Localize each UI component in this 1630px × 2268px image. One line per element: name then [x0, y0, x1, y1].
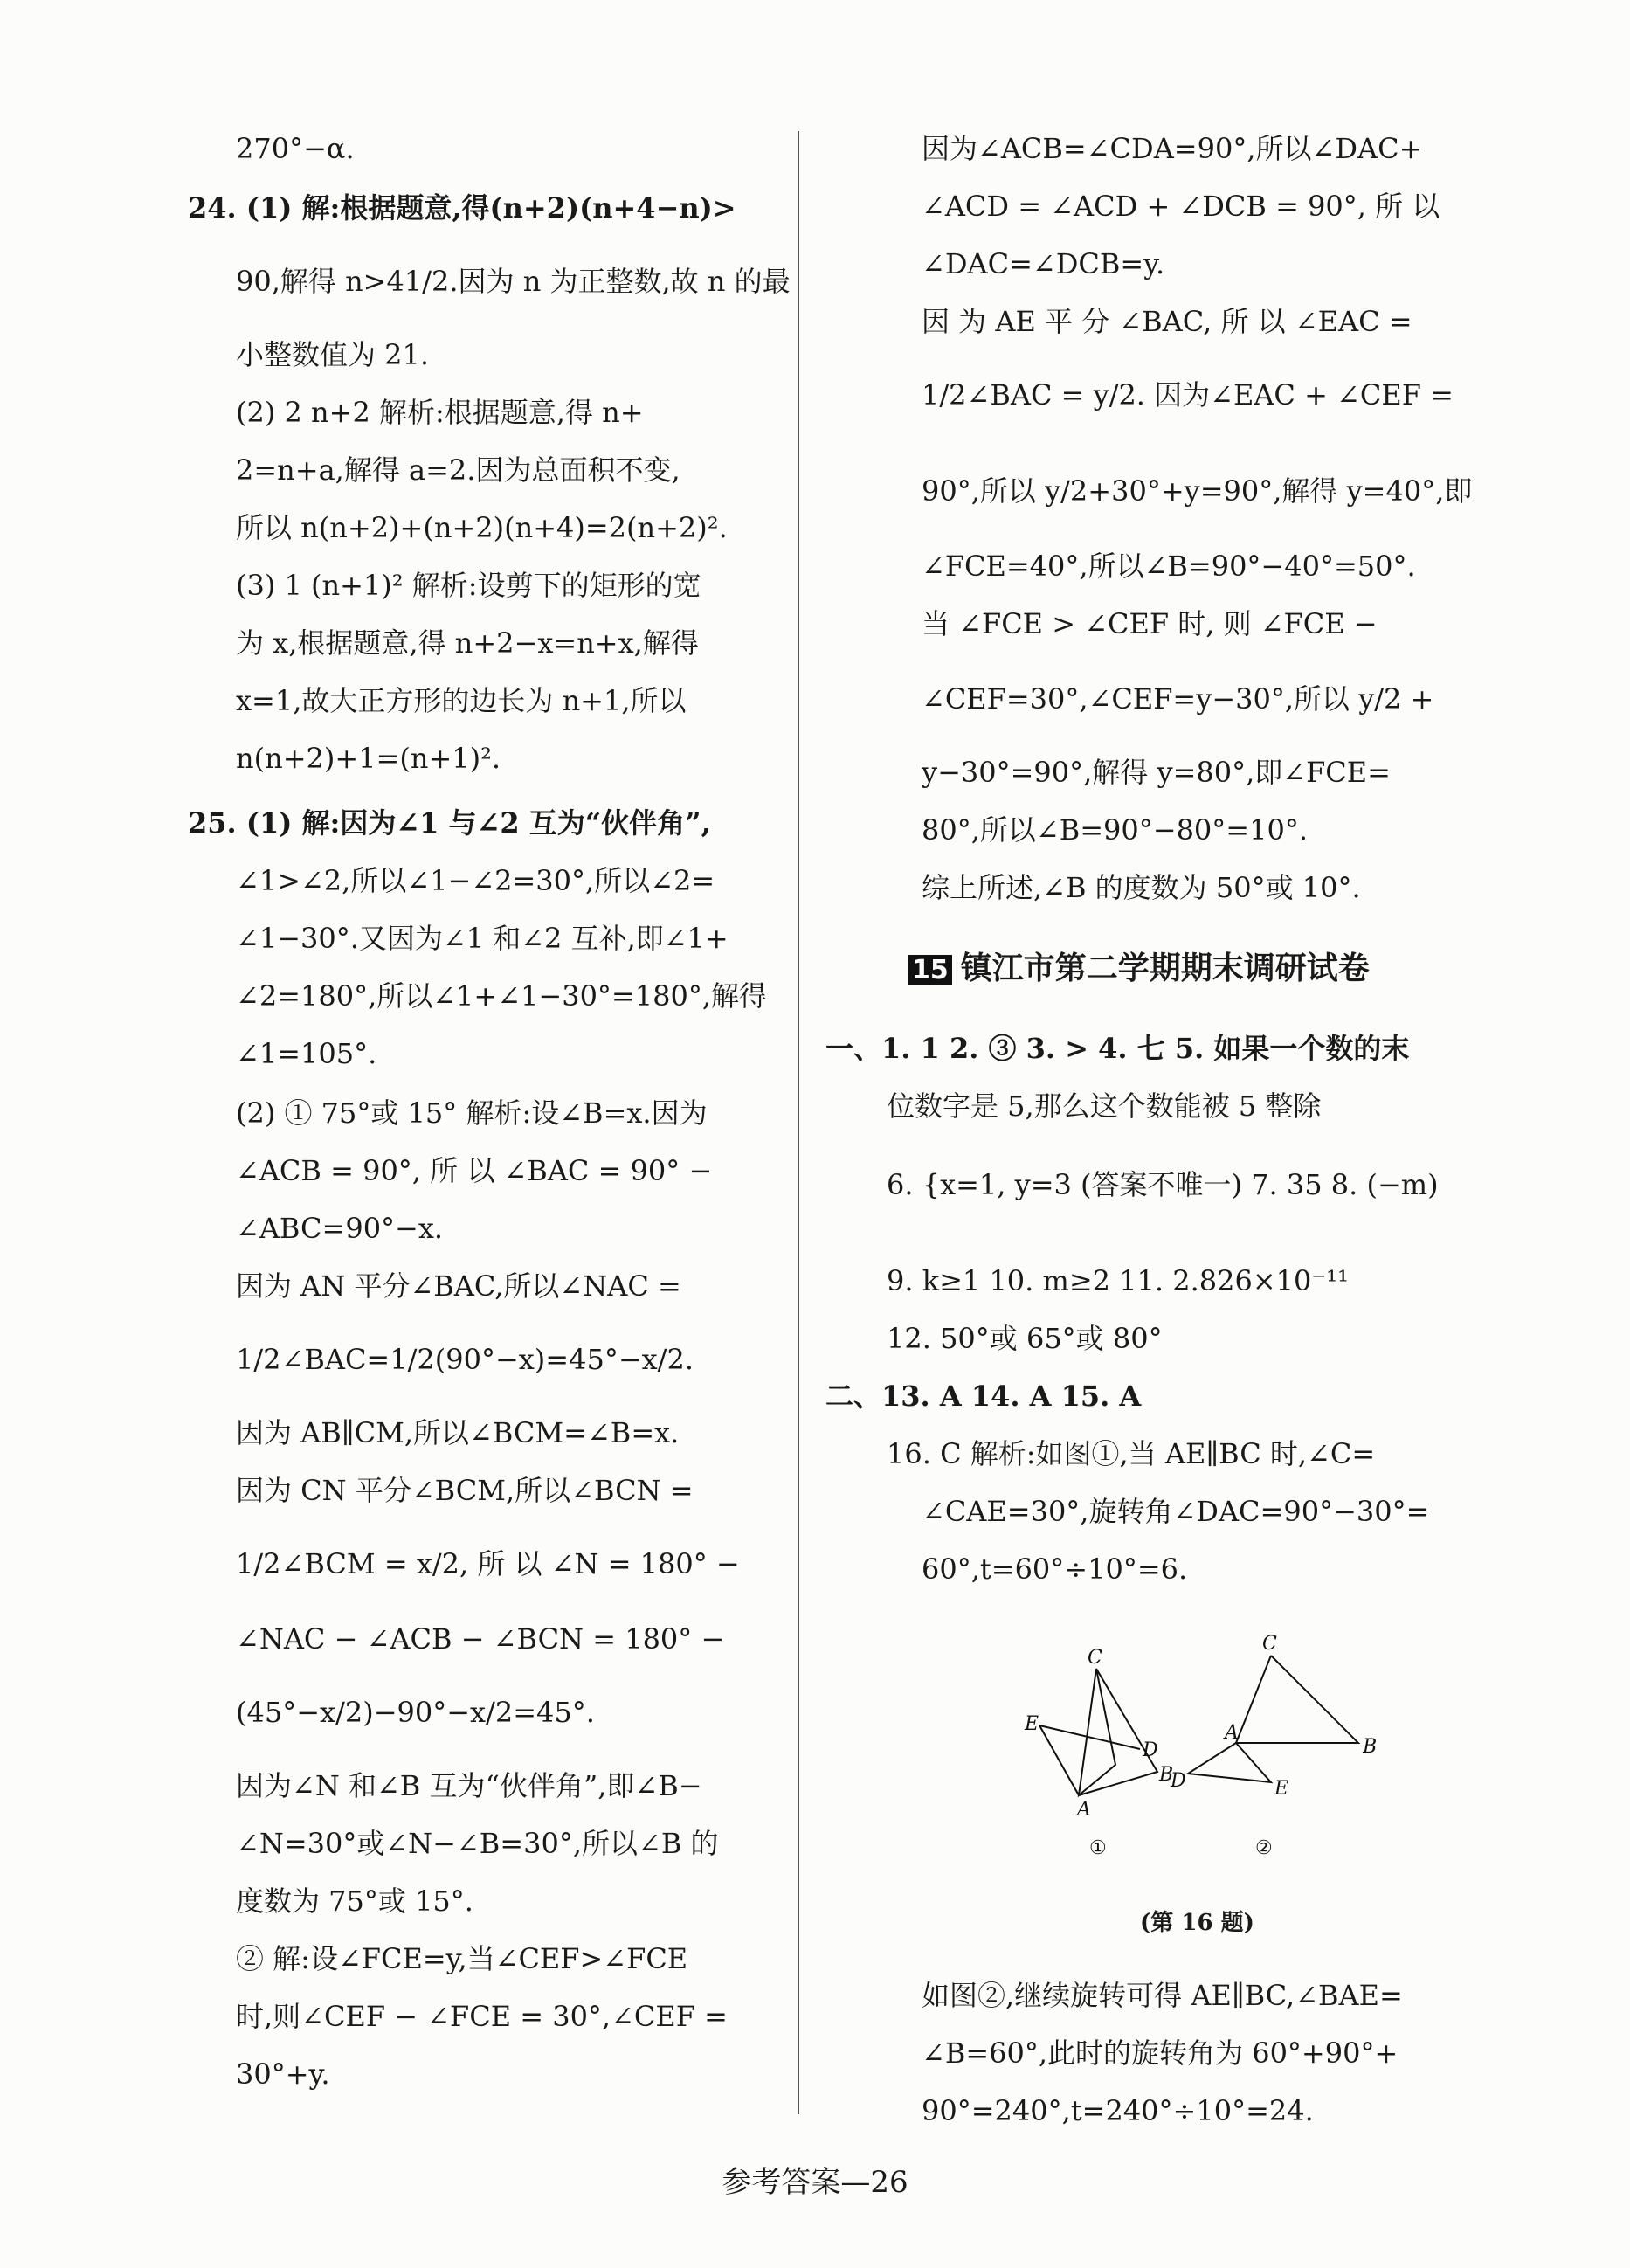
label-A: A	[1077, 1799, 1091, 1821]
text-line: 度数为 75°或 15°.	[236, 1884, 473, 1918]
text-line: ∠ACD = ∠ACD + ∠DCB = 90°, 所 以	[922, 190, 1440, 223]
figure-number-2: ②	[1255, 1837, 1273, 1859]
answer-line: 16. C 解析:如图①,当 AE∥BC 时,∠C=	[887, 1437, 1376, 1470]
text-line: (2) 2 n+2 解析:根据题意,得 n+	[236, 396, 644, 429]
text-line: 因为 AB∥CM,所以∠BCM=∠B=x.	[236, 1416, 680, 1449]
label-B: B	[1159, 1764, 1174, 1786]
text-line: ∠1−30°.又因为∠1 和∠2 互补,即∠1+	[236, 922, 729, 955]
text-line: 90°,所以 y/2+30°+y=90°,解得 y=40°,即	[922, 474, 1473, 508]
answer-line: 位数字是 5,那么这个数能被 5 整除	[887, 1089, 1322, 1123]
label-D2: D	[1171, 1770, 1186, 1792]
text-line: 所以 n(n+2)+(n+2)(n+4)=2(n+2)².	[236, 511, 728, 544]
text-line: (3) 1 (n+1)² 解析:设剪下的矩形的宽	[236, 569, 701, 602]
text-line: 270°−α.	[236, 132, 355, 165]
section-title-text: 镇江市第二学期期末调研试卷	[960, 951, 1370, 986]
text-line: 80°,所以∠B=90°−80°=10°.	[922, 813, 1308, 847]
label-C2: C	[1262, 1633, 1277, 1655]
section-number-badge: 15	[908, 955, 952, 985]
section-title	[908, 944, 1370, 988]
text-line: (45°−x/2)−90°−x/2=45°.	[236, 1696, 595, 1729]
text-line: 2=n+a,解得 a=2.因为总面积不变,	[236, 453, 680, 487]
label-E: E	[1025, 1713, 1039, 1735]
text-line: ∠1>∠2,所以∠1−∠2=30°,所以∠2=	[236, 864, 715, 897]
page-footer: 参考答案—26	[722, 2165, 908, 2200]
label-E2: E	[1274, 1778, 1289, 1800]
text-line: 25. (1) 解:因为∠1 与∠2 互为“伙伴角”,	[188, 806, 711, 840]
answer-line: 9. k≥1 10. m≥2 11. 2.826×10⁻¹¹	[887, 1264, 1349, 1297]
text-line: 因为∠ACB=∠CDA=90°,所以∠DAC+	[922, 132, 1423, 165]
text-line: ∠DAC=∠DCB=y.	[922, 247, 1165, 280]
answer-line: 一、1. 1 2. ③ 3. > 4. 七 5. 如果一个数的末	[825, 1032, 1410, 1065]
text-line: 30°+y.	[236, 2057, 330, 2091]
text-line: ∠B=60°,此时的旋转角为 60°+90°+	[922, 2036, 1399, 2070]
text-line: 为 x,根据题意,得 n+2−x=n+x,解得	[236, 626, 699, 660]
text-line: ∠2=180°,所以∠1+∠1−30°=180°,解得	[236, 979, 767, 1013]
label-A2: A	[1225, 1722, 1239, 1744]
figure-number-1: ①	[1089, 1837, 1107, 1859]
text-line: 1/2∠BAC=1/2(90°−x)=45°−x/2.	[236, 1343, 694, 1376]
answer-line: ∠CAE=30°,旋转角∠DAC=90°−30°=	[922, 1495, 1430, 1528]
answer-line: 60°,t=60°÷10°=6.	[922, 1552, 1188, 1586]
text-line: x=1,故大正方形的边长为 n+1,所以	[236, 684, 687, 717]
text-line: 因为∠N 和∠B 互为“伙伴角”,即∠B−	[236, 1769, 702, 1802]
text-line: ∠NAC − ∠ACB − ∠BCN = 180° −	[236, 1622, 725, 1656]
column-divider	[798, 131, 799, 2114]
text-line: 时,则∠CEF − ∠FCE = 30°,∠CEF =	[236, 2000, 728, 2033]
text-line: 小整数值为 21.	[236, 338, 430, 371]
answer-line: 12. 50°或 65°或 80°	[887, 1322, 1163, 1355]
answer-line: 6. {x=1, y=3 (答案不唯一) 7. 35 8. (−m)	[887, 1168, 1439, 1201]
text-line: ∠ABC=90°−x.	[236, 1212, 444, 1245]
text-line: 1/2∠BCM = x/2, 所 以 ∠N = 180° −	[236, 1547, 740, 1580]
text-line: 如图②,继续旋转可得 AE∥BC,∠BAE=	[922, 1979, 1403, 2012]
text-line: 当 ∠FCE > ∠CEF 时, 则 ∠FCE −	[922, 607, 1378, 640]
text-line: y−30°=90°,解得 y=80°,即∠FCE=	[922, 756, 1391, 789]
label-C: C	[1088, 1647, 1102, 1669]
text-line: (2) ① 75°或 15° 解析:设∠B=x.因为	[236, 1096, 708, 1130]
figure-caption: (第 16 题)	[1140, 1910, 1254, 1936]
text-line: ② 解:设∠FCE=y,当∠CEF>∠FCE	[236, 1942, 688, 1975]
text-line: 因为 AN 平分∠BAC,所以∠NAC =	[236, 1269, 681, 1303]
text-line: ∠N=30°或∠N−∠B=30°,所以∠B 的	[236, 1827, 719, 1860]
text-line: n(n+2)+1=(n+1)².	[236, 742, 501, 775]
text-line: 因为 CN 平分∠BCM,所以∠BCN =	[236, 1474, 694, 1507]
figure-16	[991, 1625, 1428, 1878]
answer-line: 二、13. A 14. A 15. A	[825, 1379, 1142, 1413]
text-line: 综上所述,∠B 的度数为 50°或 10°.	[922, 871, 1361, 904]
text-line: ∠1=105°.	[236, 1037, 377, 1070]
label-D: D	[1143, 1739, 1158, 1761]
text-line: ∠ACB = 90°, 所 以 ∠BAC = 90° −	[236, 1154, 713, 1187]
text-line: 因 为 AE 平 分 ∠BAC, 所 以 ∠EAC =	[922, 305, 1412, 338]
text-line: 90,解得 n>41/2.因为 n 为正整数,故 n 的最	[236, 265, 791, 298]
text-line: 90°=240°,t=240°÷10°=24.	[922, 2094, 1314, 2127]
label-B2: B	[1363, 1736, 1378, 1758]
text-line: 24. (1) 解:根据题意,得(n+2)(n+4−n)>	[188, 191, 736, 225]
text-line: ∠CEF=30°,∠CEF=y−30°,所以 y/2 +	[922, 682, 1434, 716]
text-line: 1/2∠BAC = y/2. 因为∠EAC + ∠CEF =	[922, 378, 1454, 411]
text-line: ∠FCE=40°,所以∠B=90°−40°=50°.	[922, 550, 1416, 583]
